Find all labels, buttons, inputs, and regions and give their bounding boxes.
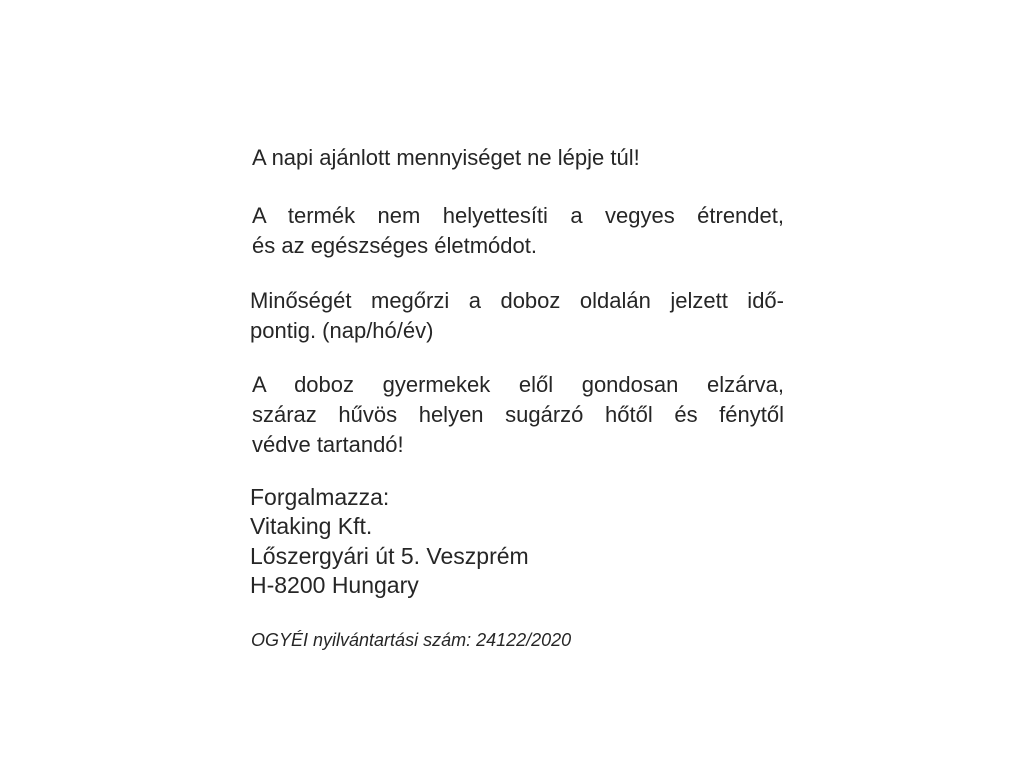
distributor-block xyxy=(250,483,529,600)
expiry-notice-line-1: Minőségét megőrzi a doboz oldalán jelzett idő- xyxy=(250,288,784,313)
storage-notice xyxy=(252,370,784,460)
storage-notice-line-3: védve tartandó! xyxy=(252,432,404,457)
expiry-notice-line-2: pontig. (nap/hó/év) xyxy=(250,318,434,343)
distributor-street: Lőszergyári út 5. Veszprém xyxy=(250,542,529,569)
distributor-company: Vitaking Kft. xyxy=(250,513,373,540)
daily-dose-warning xyxy=(252,143,640,173)
storage-notice-line-1: A doboz gyermekek elől gondosan elzárva, xyxy=(252,372,784,397)
diet-notice-line-2: és az egészséges életmódot. xyxy=(252,233,537,258)
diet-notice-line-1: A termék nem helyettesíti a vegyes étrendet, xyxy=(252,203,784,228)
diet-notice xyxy=(252,201,784,261)
daily-dose-line: A napi ajánlott mennyiséget ne lépje túl! xyxy=(252,145,640,170)
distributor-heading: Forgalmazza: xyxy=(250,484,390,510)
storage-notice-line-2: száraz hűvös helyen sugárzó hőtől és fénytől xyxy=(252,402,784,427)
expiry-notice xyxy=(250,286,784,346)
distributor-postal: H-8200 Hungary xyxy=(250,571,419,598)
registration-number: OGYÉI nyilvántartási szám: 24122/2020 xyxy=(251,630,572,650)
